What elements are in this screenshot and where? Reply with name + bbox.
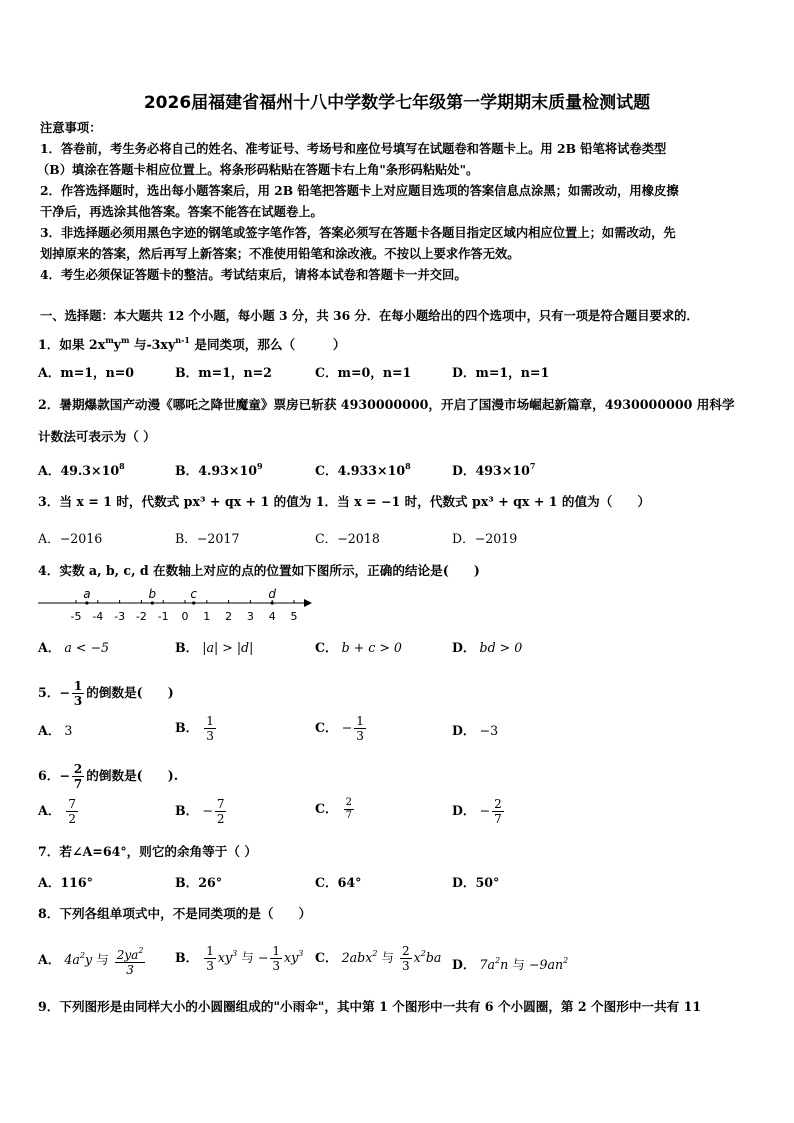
number-line-point-label-c: c [190,587,198,601]
q6-option-c: C． $\frac{2}{7}$ [315,797,353,821]
number-line-tick-label: 3 [246,610,254,623]
q2-option-c: C．$4.933\times 10^8$ [315,461,411,478]
q5-option-c: C． − $\frac{1}{3}$ [315,714,364,743]
number-line-point-b [151,601,154,604]
question-2-line-2: 计数法可表示为（ ） [38,429,156,444]
q8-option-d: D． $7a^2n$ 与 $-9an^2$ [452,956,569,972]
number-line-tick-label: -5 [70,610,82,623]
number-line-arrow [304,599,312,607]
q1-option-c: C．m=0，n=1 [315,365,412,380]
number-line-tick-label: -2 [135,610,147,623]
q8-option-b: B． $\frac{1}{3}$ $xy^3$ 与 − $\frac{1}{3}$ $xy^3$ [175,944,304,973]
q6-option-b: B． − $\frac{7}{2}$ [175,797,225,826]
number-line-point-d [271,601,274,604]
number-line-tick-label: 0 [181,610,189,623]
question-5: 5．− $\frac{1}{3}$ 的倒数是( ) [38,679,174,708]
number-line-tick-label: 4 [268,610,276,623]
notice-line-6: 划掉原来的答案，然后再写上新答案；不准使用铅笔和涂改液。不按以上要求作答无效。 [40,246,520,261]
number-line-point-label-b: b [148,587,157,601]
number-line-tick-label: 5 [290,610,298,623]
q5-option-d: D． −3 [452,723,499,738]
q5-option-a: A． 3 [38,723,73,738]
notice-line-3: 2．作答选择题时，选出每小题答案后，用 2B 铅笔把答题卡上对应题目选项的答案信息点涂黑；如需改动，用橡皮擦 [40,183,679,198]
question-6: 6．− $\frac{2}{7}$ 的倒数是( ). [38,762,179,791]
number-line-point-c [192,601,195,604]
q2-option-a: A．$49.3\times 10^8$ [38,461,125,478]
number-line-point-label-a: a [83,587,91,601]
q8-option-a: A． $4a^2y$ 与 $\frac{2ya^2}{3}$ [38,946,144,977]
q4-option-b: B． |a| > |d| [175,640,254,655]
number-line-tick-label: -4 [92,610,104,623]
notice-line-1: 1．答卷前，考生务必将自己的姓名、准考证号、考场号和座位号填写在试题卷和答题卡上。用 2B 铅笔将试卷类型 [40,141,667,156]
q7-option-c: C．64° [315,875,362,890]
number-line-tick-label: -1 [157,610,169,623]
question-4: 4．实数 a, b, c, d 在数轴上对应的点的位置如下图所示，正确的结论是( ) [38,563,480,578]
q6-option-a: A． $\frac{7}{2}$ [38,797,77,826]
q6-option-d: D． − $\frac{2}{7}$ [452,797,502,826]
question-3: 3．当 x = 1 时，代数式 px³ + qx + 1 的值为 1．当 x = −1 时，代数式 px³ + qx + 1 的值为（ ） [38,494,651,509]
q4-option-a: A． a < −5 [38,640,110,655]
q5-option-b: B． $\frac{1}{3}$ [175,714,214,743]
q1-option-d: D．m=1，n=1 [452,365,550,380]
page-title: 2026届福建省福州十八中学数学七年级第一学期期末质量检测试题 [143,93,651,113]
question-7: 7．若∠A=64°，则它的余角等于（ ） [38,844,257,859]
q2-option-b: B．$4.93\times 10^9$ [175,461,263,478]
q3-option-a: A．−2016 [38,531,103,546]
number-line-tick-label: -3 [114,610,126,623]
q3-option-b: B．−2017 [175,531,240,546]
question-9: 9．下列图形是由同样大小的小圆圈组成的"小雨伞"，其中第 1 个图形中一共有 6 个小圆圈，第 2 个图形中一共有 11 [38,999,702,1014]
section-heading: 一、选择题：本大题共 12 个小题，每小题 3 分，共 36 分．在每小题给出的四个选项中，只有一项是符合题目要求的． [40,308,699,323]
q5-stem-fraction: $\frac{1}{3}$ [73,679,83,708]
notice-line-7: 4．考生必须保证答题卡的整洁。考试结束后，请将本试卷和答题卡一并交回。 [40,267,467,282]
q4-option-d: D． bd > 0 [452,640,523,655]
number-line-point-a [85,601,88,604]
question-1: 1．如果 $2x^my^m$ 与$-3xy^{n-1}$ 是同类项，那么（ ） [38,335,346,352]
q7-option-d: D．50° [452,875,500,890]
number-line-tick-label: 1 [203,610,211,623]
number-line-figure [34,584,324,628]
q2-option-d: D．$493\times 10^7$ [452,461,536,478]
q6-stem-fraction: $\frac{2}{7}$ [73,762,83,791]
number-line-tick-label: 2 [225,610,233,623]
notice-line-5: 3．非选择题必须用黑色字迹的钢笔或签字笔作答，答案必须写在答题卡各题目指定区域内相应位置上；如需改动，先 [40,225,676,240]
notice-heading: 注意事项： [40,120,102,135]
q1-option-a: A．m=1，n=0 [38,365,135,380]
q1-option-b: B．m=1，n=2 [175,365,272,380]
q3-option-d: D．−2019 [452,531,518,546]
question-2-line-1: 2．暑期爆款国产动漫《哪吒之降世魔童》票房已斩获 4930000000，开启了国漫市场崛起新篇章，4930000000 用科学 [38,397,735,412]
notice-line-2: （B）填涂在答题卡相应位置上。将条形码粘贴在答题卡右上角"条形码粘贴处"。 [37,162,479,177]
q8-option-c: C． 2abx$^2$ 与 $\frac{2}{3}$ $x^2ba$ [315,944,442,973]
q7-option-b: B．26° [175,875,223,890]
q7-option-a: A．116° [38,875,93,890]
question-8: 8．下列各组单项式中，不是同类项的是（ ） [38,906,312,921]
notice-line-4: 干净后，再选涂其他答案。答案不能答在试题卷上。 [40,204,323,219]
q4-option-c: C． b + c > 0 [315,640,402,655]
q3-option-c: C．−2018 [315,531,380,546]
number-line-point-label-d: d [268,587,277,601]
